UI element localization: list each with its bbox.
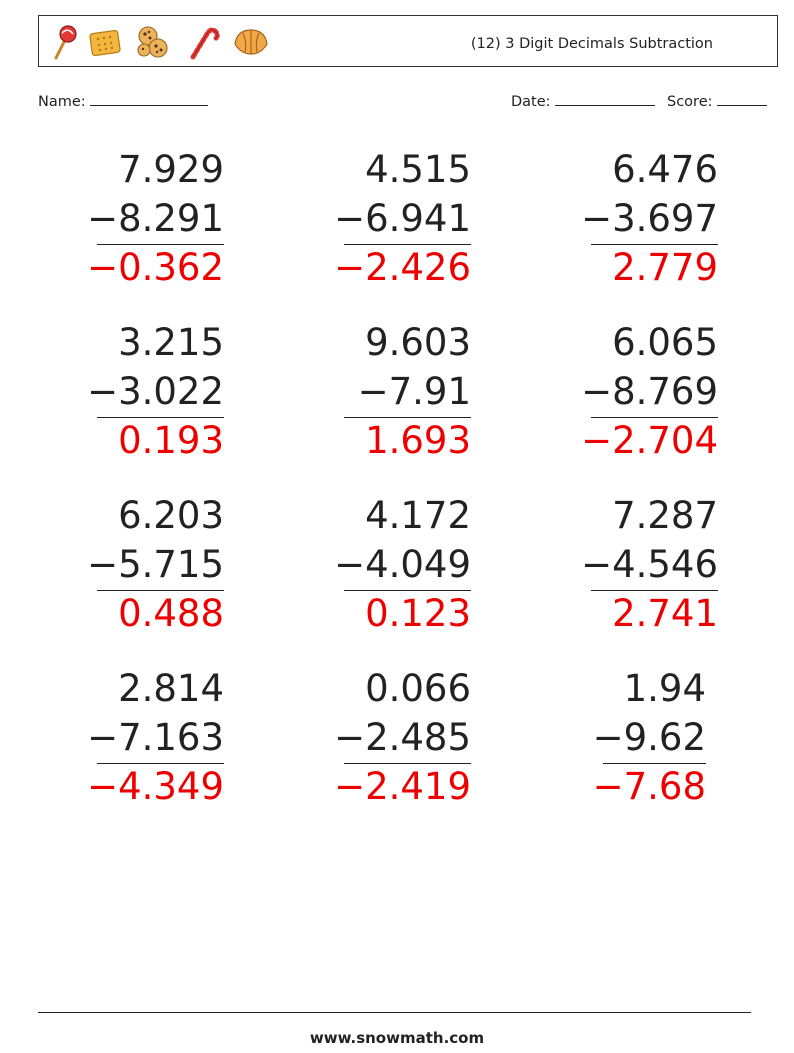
problem-7 [24,496,224,656]
name-field[interactable] [38,93,208,110]
answer: 0.123 [365,592,471,635]
subtrahend: −6.941 [334,197,471,240]
problem-9 [518,496,718,656]
subtrahend: −7.163 [87,716,224,759]
worksheet-header [38,15,778,67]
answer: 1.693 [365,419,471,462]
subtrahend: −7.91 [357,370,471,413]
answer: 0.193 [118,419,224,462]
answer: −2.419 [334,765,471,808]
answer-rule [97,417,224,418]
answer: 2.741 [612,592,718,635]
answer-rule [591,417,718,418]
problem-4 [24,323,224,483]
subtrahend: −5.715 [87,543,224,586]
lollipop-icon [49,24,79,60]
subtrahend: −2.485 [334,716,471,759]
answer: −2.704 [581,419,718,462]
score-label: Score: [667,94,713,110]
answer-rule [97,244,224,245]
problem-6 [518,323,718,483]
problem-11 [271,669,471,829]
cracker-icon [87,24,125,60]
date-label: Date: [511,94,551,110]
problem-3 [518,150,718,310]
answer-rule [97,763,224,764]
date-blank[interactable] [555,93,655,106]
answer: −2.426 [334,246,471,289]
minuend: 6.476 [612,148,718,191]
minuend: 4.515 [365,148,471,191]
minuend: 3.215 [118,321,224,364]
answer-rule [344,590,471,591]
answer: −4.349 [87,765,224,808]
answer-rule [344,244,471,245]
minuend: 0.066 [365,667,471,710]
subtrahend: −3.022 [87,370,224,413]
score-field[interactable] [667,93,767,110]
answer-rule [591,590,718,591]
answer-rule [344,417,471,418]
problem-12 [506,669,706,829]
cookies-icon [135,24,171,60]
problem-10 [24,669,224,829]
answer: −7.68 [592,765,706,808]
problem-1 [24,150,224,310]
answer-rule [344,763,471,764]
minuend: 6.203 [118,494,224,537]
problem-8 [271,496,471,656]
answer-rule [603,763,706,764]
subtrahend: −9.62 [592,716,706,759]
candy-cane-icon [185,24,221,60]
minuend: 7.929 [118,148,224,191]
minuend: 7.287 [612,494,718,537]
minuend: 9.603 [365,321,471,364]
name-blank[interactable] [90,93,208,106]
date-field[interactable] [511,93,655,110]
answer: 2.779 [612,246,718,289]
subtrahend: −3.697 [581,197,718,240]
subtrahend: −8.291 [87,197,224,240]
answer-rule [97,590,224,591]
footer-site: www.snowmath.com [309,1029,485,1047]
score-blank[interactable] [717,93,767,106]
worksheet-title: (12) 3 Digit Decimals Subtraction [470,36,713,52]
croissant-icon [231,24,271,60]
answer: −0.362 [87,246,224,289]
minuend: 6.065 [612,321,718,364]
subtrahend: −4.546 [581,543,718,586]
problem-2 [271,150,471,310]
answer-rule [591,244,718,245]
minuend: 2.814 [118,667,224,710]
footer-divider [38,1012,751,1013]
answer: 0.488 [118,592,224,635]
subtrahend: −4.049 [334,543,471,586]
minuend: 1.94 [623,667,706,710]
name-label: Name: [38,94,86,110]
problem-5 [271,323,471,483]
minuend: 4.172 [365,494,471,537]
subtrahend: −8.769 [581,370,718,413]
